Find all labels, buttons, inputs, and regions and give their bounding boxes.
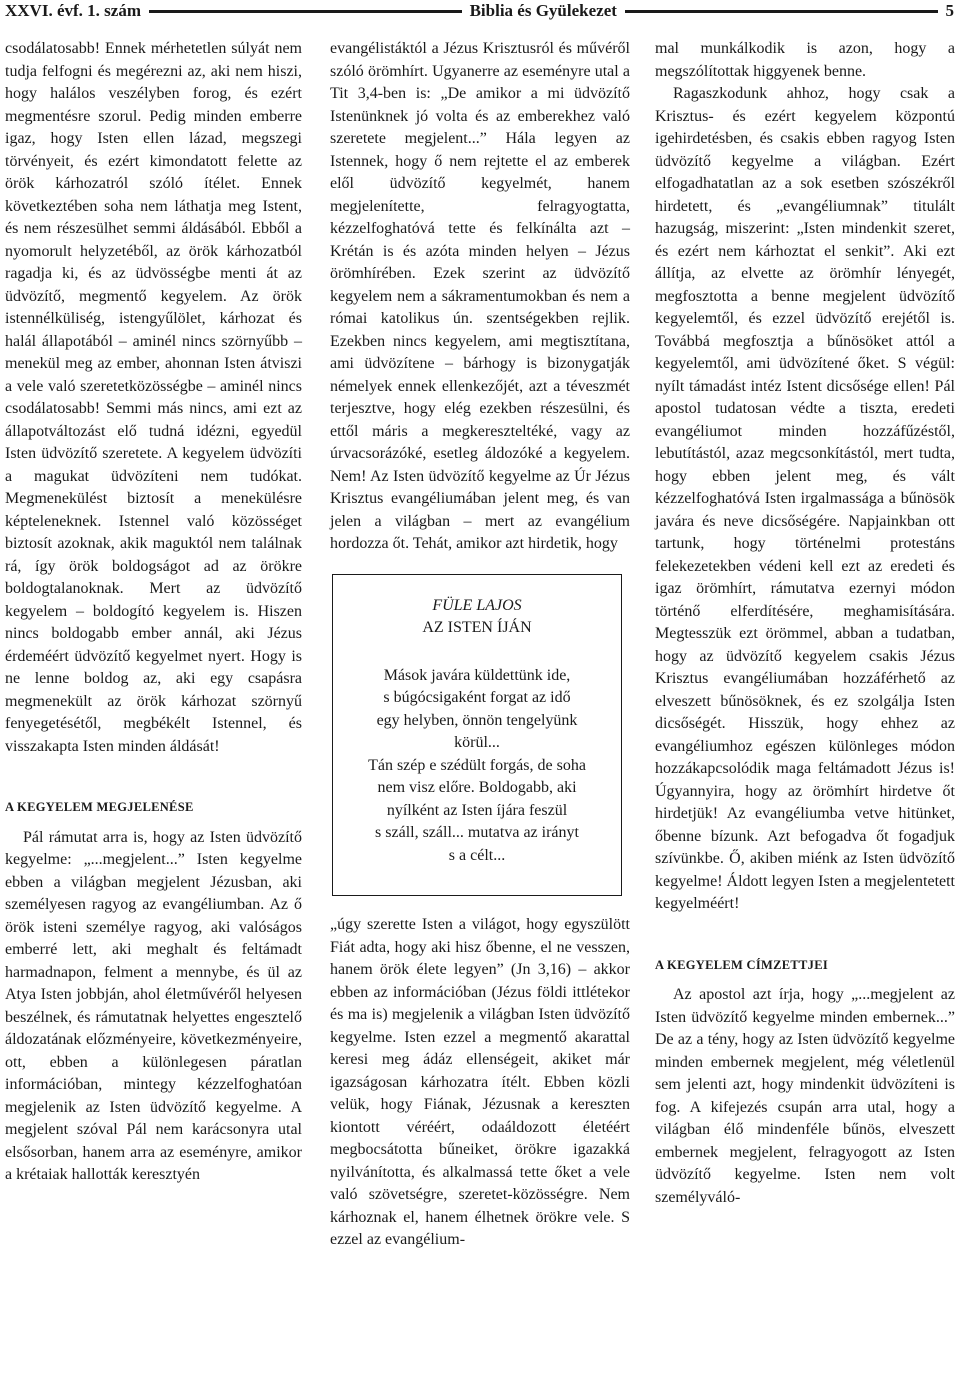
header-rule-left bbox=[149, 10, 462, 13]
section-heading-cimzettjei: A KEGYELEM CÍMZETTJEI bbox=[655, 957, 828, 972]
paragraph: evangélistáktól a Jézus Krisztusról és művéről szóló örömhírt. Ugyanerre az eseményre utal a Tit 3,4-ben is: „De amikor a mi üdvözítő Istenünknek jó volta és az emberekhez való szeretete megjelent...” Hála legyen az Istennek, hogy ő nem rejtette el az emberek elől üdvözítő kegyelmét, hanem megjelenítette, felragyogtatta, kézzelfoghatóvá tette és felkínálta azt – Krétán is és azóta minden helyen – Jézus örömhírében. Ezek szerint az üdvözítő kegyelem nem a sákramentumokban és nem a római katolikus ún. szentségekben rejlik. Ezekben nincs kegyelem, ami megtisztítana, ami üdvözítene – bárhogy is bizonygatják némelyek ennek ellenkezőjét, azt a téveszmét terjesztve, hogy elég ezekben részesülni, és ettől máris a megkereszteltéké, vagy az úrvacsorázóké, esetleg áldozóké a kegyelem. Nem! Az Isten üdvözítő kegyelme az Úr Jézus Krisztus evangéliumában jelent meg, és van jelen a világban – mert az evangélium hordozza őt. Tehát, amikor azt hirdetik, hogy bbox=[330, 40, 630, 552]
poem-line: körül... bbox=[454, 734, 500, 751]
paragraph: Ragaszkodunk ahhoz, hogy csak a Krisztus- és ezért kegyelem központú igehirdetésben, és csakis ebben ragyog Isten üdvözítő kegyelme a világban. Ezért elfogadhatatlan az a sok esetben szószékről hirdetett, és „evangéliumnak” titulált hazugság, miszerint: „Isten mindenkit szeret, és ezért nem kárhoztat el senkit”. Aki ezt állítja, az elvette az örömhír lényegét, megfosztotta a benne megjelent üdvözítő kegyelemtől, és ezzel üdvözítő erejétől is. Továbbá megfosztja a bűnösöket attól a kegyelemtől, ami üdvözítené őket. S végül: nyílt támadást intéz Istent dicsősége ellen! Pál apostol tudatosan védte a tiszta, eredeti evangéliumot minden hozzáfűzéstől, lebutítástól, azaz megcsonkítástól, mert tudta, hogy ebben jelent meg, és vált kézzelfoghatóvá Isten irgalmassága a bűnösök javára és neve dicsőségére. Napjainkban ott tartunk, hogy történelmi protestáns felekezetekben védeni kell ezt az eredeti és igaz örömhírt, rámutatva ezernyi módon történő elferdítésére, meghamisítására. Megtesszük ezt örömmel, abban a tudatban, hogy az üdvözítő kegyelem csakis Jézus Krisztus evangéliumában hozzáférhető az elveszett bűnösöknek, és ez szolgálja Isten dicsőségét. Hisszük, hogy ehhez az evangéliumhoz egészen különleges módon hozzákapcsolódik maga feltámadott Jézus is! Úgyannyira, hogy az örömhírt hirdetve őt hirdetjük! Az evangéliumba vetve hitünket, őbenne bízunk. Azt befogadva őt fogadjuk szívünkbe. Ő, akiben miénk az Isten üdvözítő kegyelme! Áldott legyen Isten a megjelentetett kegyelméért! bbox=[655, 85, 955, 912]
journal-title: Biblia és Gyülekezet bbox=[469, 1, 617, 20]
poem-line: s a célt... bbox=[448, 846, 506, 864]
poem-line: Mások javára küldettünk ide, bbox=[383, 666, 571, 684]
issue-label: XXVI. évf. 1. szám bbox=[5, 1, 141, 20]
header-rule-right bbox=[625, 10, 938, 13]
poem-line: Tán szép e szédült forgás, de soha bbox=[368, 756, 586, 774]
paragraph: „úgy szerette Isten a világot, hogy egyszülött Fiát adta, hogy aki hisz őbenne, el ne vesszen, hanem örök élete legyen” (Jn 3,16) – akkor ebben az információban (Jézus földi ittlétekor és ma is) megjelenik a világban Isten üdvözítő kegyelme. Isten ezzel a megmentő akarattal keresi meg ádáz ellenségeit, akiket már igazságosan kárhozatra ítélt. Ebben közli velük, hogy Fiának, Jézusnak a kereszten kiontott véréért, odaáldozott életéért megbocsátotta bűneiket, örökre igazakká nyilvánította, és alkalmassá tette őket a vele való szövetségre, szeretet-közösségre. Nem kárhoznak el, hanem élhetnek örökre vele. S ezzel az evangélium- bbox=[330, 916, 630, 1248]
column-3 bbox=[655, 38, 955, 1209]
column-1 bbox=[5, 38, 302, 1187]
column-2 bbox=[330, 38, 630, 1252]
paragraph: Az apostol azt írja, hogy „...megjelent az Isten üdvözítő kegyelme minden embernek...” De az a tény, hogy az Isten üdvözítő kegyelme minden embernek megjelent, még véletlenül sem jelenti azt, hogy mindenkit üdvözíteni is fog. A kifejezés csupán arra utal, hogy a világban élő mindenféle bűnös, elveszett embernek megjelent, felragyogott az Isten üdvözítő kegyelme. Isten nem volt személyváló- bbox=[655, 986, 955, 1206]
page-number: 5 bbox=[945, 1, 954, 20]
paragraph: csodálatosabb! Ennek mérhetetlen súlyát nem tudja felfogni és megérezni az, aki nem hiszi, hogy halálos veszélyben forog, és ezért megmentésre szorul. Pedig minden emberre igaz, hogy Isten ellen lázad, megszegi törvényeit, és ezért kimondatott felette az örök kárhozatról szóló ítélet. Ennek következtében soha nem láthatja meg Istent, és nem részesülhet semmi áldásából. Ebből a nyomorult helyzetéből, az örök kárhozatból ragadja ki, és az üdvösségbe menti át az üdvözítő, megmentő kegyelem. Az örök istennélküliség, istengyűlölet, kárhozat és halál állapotából – aminél nincs szörnyűbb – menekül meg az ember, ahonnan Isten átviszi a vele való szeretetközösségbe – aminél nincs csodálatosabb! Semmi más nincs, ami ezt az állapotváltozást elő tudná idézni, egyedül Isten üdvözítő szeretete. A kegyelem üdvözíti a magukat üdvözíteni nem tudókat. Megmenekülést biztosít a menekülésre képteleneknek. Istennel való közösséget biztosít azoknak, akik maguktól nem találnak rá, így örök boldogságot ad az örökre boldogtalanoknak. Mert az üdvözítő kegyelem – boldogító kegyelem is. Hiszen nincs boldogabb ember annál, aki Jézus érdeméért üdvözítő kegyelmet nyert. Hogy is ne lenne boldog az, aki egy csapásra megmenekült az örök kárhozat szörnyű fenyegetésétől, megbékélt Istennel, és visszakapta Isten minden áldását! bbox=[5, 40, 302, 755]
section-heading-megjelenese: A KEGYELEM MEGJELENÉSE bbox=[5, 800, 194, 814]
poem-line: nyílként az Isten íjára feszül bbox=[386, 801, 568, 819]
poem-title: AZ ISTEN ÍJÁN bbox=[422, 618, 532, 636]
poem-author: FÜLE LAJOS bbox=[432, 596, 522, 614]
poem-box bbox=[332, 574, 622, 897]
paragraph: mal munkálkodik is azon, hogy a megszólítottak higgyenek benne. bbox=[655, 40, 955, 80]
poem-line: s búgócsigaként forgat az idő bbox=[383, 689, 571, 706]
poem-line: nem visz előre. Boldogabb, aki bbox=[377, 779, 577, 796]
paragraph: Pál rámutat arra is, hogy az Isten üdvözítő kegyelme: „...megjelent...” Isten kegyelme ebben a világban megjelent Jézusban, aki személyesen ragyog az evangéliumban. Az ő örök isteni személye ragyog, aki valóságos emberré lett, aki meghalt és feltámadt harmadnapon, felment a mennybe, és ül az Atya Isten jobbján, ahol életművéről helyesen beszélnek, és rámutatnak helyettes engesztelő áldozatának előzményeire, következményeire, ott, ebben a különlegesen páratlan információban, mintegy kézzelfoghatóan megjelenik az Isten üdvözítő kegyelme. A megjelent szóval Pál nem karácsonyra utal elsősorban, hanem arra az eseményre, amikor a krétaiak hallották keresztyén bbox=[5, 828, 302, 1183]
page-header bbox=[5, 0, 954, 22]
poem-line: s száll, száll... mutatva az irányt bbox=[375, 824, 579, 841]
poem-line: egy helyben, önnön tengelyünk bbox=[376, 711, 578, 729]
